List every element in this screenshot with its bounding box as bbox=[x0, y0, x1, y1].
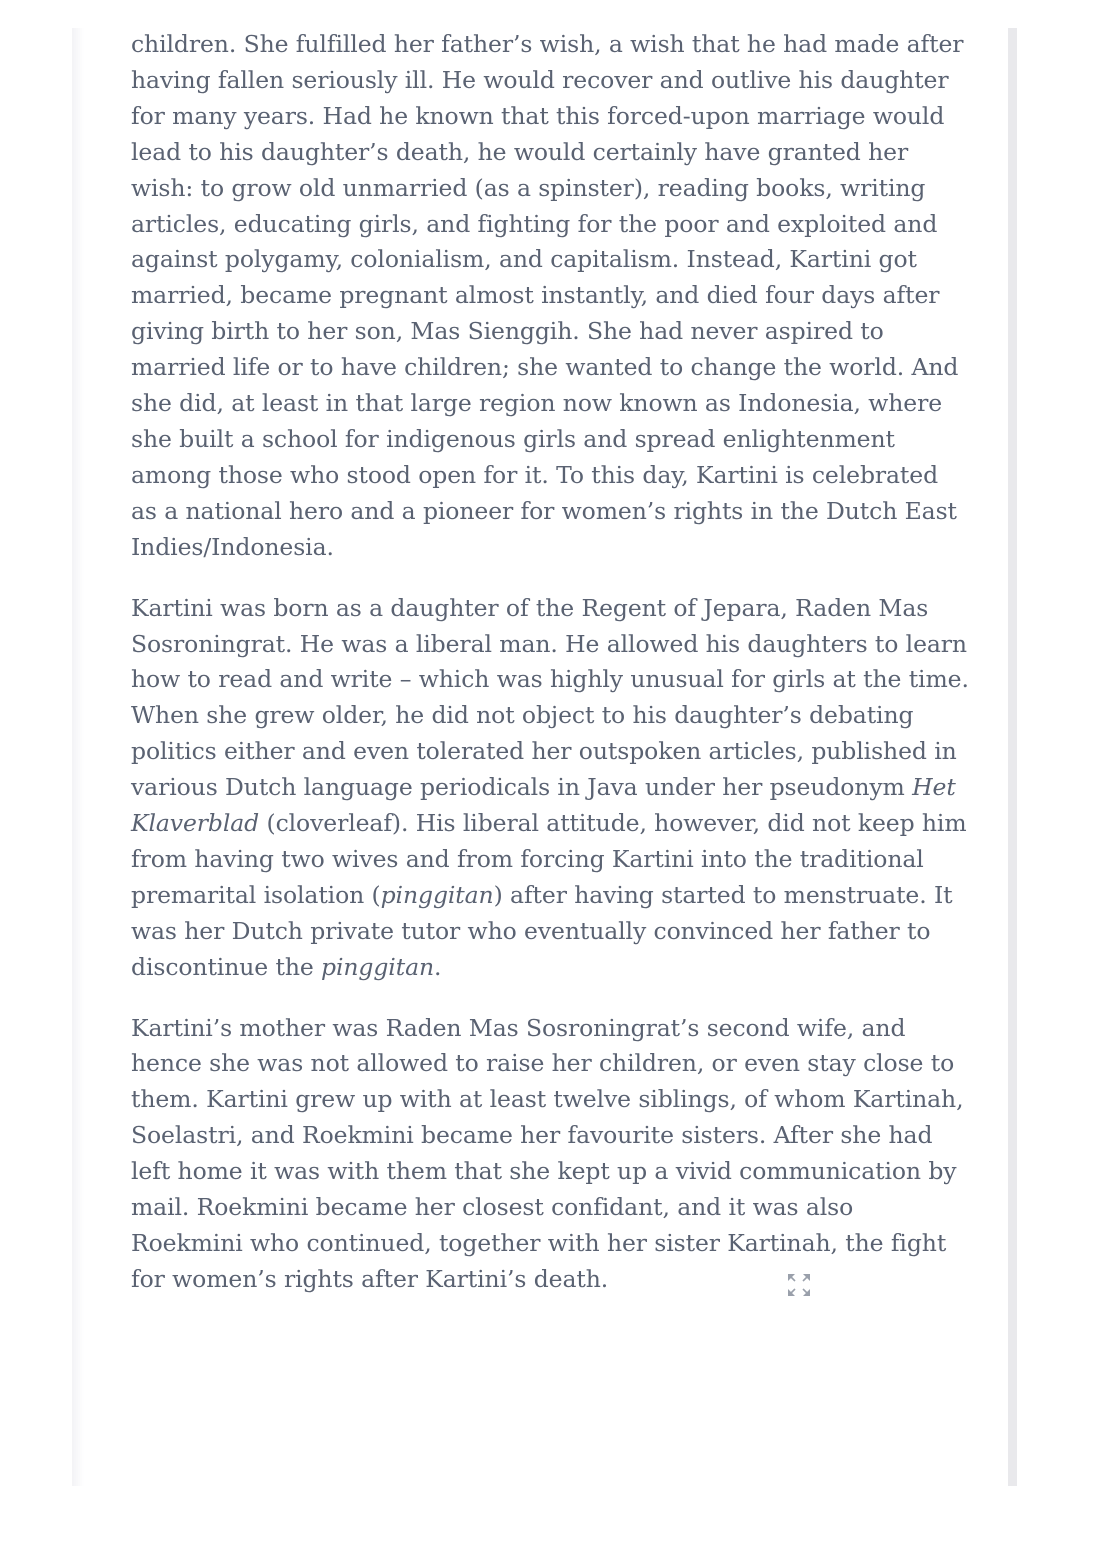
paragraph-2-text-a: Kartini was born as a daughter of the Regent of Jepara, Raden Mas Sosroningrat. He was a liberal man. He allowed his daughters to learn how to read and write – which was highly unusual for girls at the time. When she grew older, he did not object to his daughter’s debating politics either and even tolerated her outspoken articles, published in various Dutch language periodicals in Java under her pseudonym bbox=[131, 593, 969, 802]
scrollbar-track[interactable] bbox=[1008, 28, 1017, 1486]
paragraph-2-text-c: ) after having started to menstruate. It was her Dutch private tutor who eventually convinced her father to discontinue the bbox=[131, 880, 953, 981]
paragraph-3 bbox=[131, 1011, 971, 1298]
paragraph-3-text: Kartini’s mother was Raden Mas Sosroningrat’s second wife, and hence she was not allowed to raise her children, or even stay close to them. Kartini grew up with at least twelve siblings, of whom Kartinah, Soelastri, and Roekmini became her favourite sisters. After she had left home it was with them that she kept up a vivid communication by mail. Roekmini became her closest confidant, and it was also Roekmini who continued, together with her sister Kartinah, the fight for women’s rights after Kartini’s death. bbox=[131, 1013, 964, 1293]
expand-icon-graphic bbox=[786, 1272, 812, 1298]
pinggitan-italic-1: pinggitan bbox=[380, 880, 494, 909]
paragraph-1 bbox=[131, 27, 971, 566]
pinggitan-italic-2: pinggitan bbox=[321, 952, 435, 981]
pseudonym-italic: Het Klaverblad bbox=[131, 773, 956, 838]
paragraph-2-text-d: . bbox=[434, 952, 442, 981]
paragraph-2-text-b: (cloverleaf). His liberal attitude, however, did not keep him from having two wives and from forcing Kartini into the traditional premarital isolation ( bbox=[131, 809, 967, 909]
article-body bbox=[131, 27, 971, 1323]
page-edge-shadow bbox=[72, 28, 84, 1486]
paragraph-1-text: children. She fulfilled her father’s wish, a wish that he had made after having fallen seriously ill. He would recover and outlive his daughter for many years. Had he known that this forced-upon marriage would lead to his daughter’s death, he would certainly have granted her wish: to grow old unmarried (as a spinster), reading books, writing articles, educating girls, and fighting for the poor and exploited and against polygamy, colonialism, and capitalism. Instead, Kartini got married, became pregnant almost instantly, and died four days after giving birth to her son, Mas Sienggih. She had never aspired to married life or to have children; she wanted to change the world. And she did, at least in that large region now known as Indonesia, where she built a school for indigenous girls and spread enlightenment among those who stood open for it. To this day, Kartini is celebrated as a national hero and a pioneer for women’s rights in the Dutch East Indies/Indonesia. bbox=[131, 30, 964, 561]
paragraph-2 bbox=[131, 591, 971, 986]
expand-icon[interactable] bbox=[786, 1272, 812, 1298]
